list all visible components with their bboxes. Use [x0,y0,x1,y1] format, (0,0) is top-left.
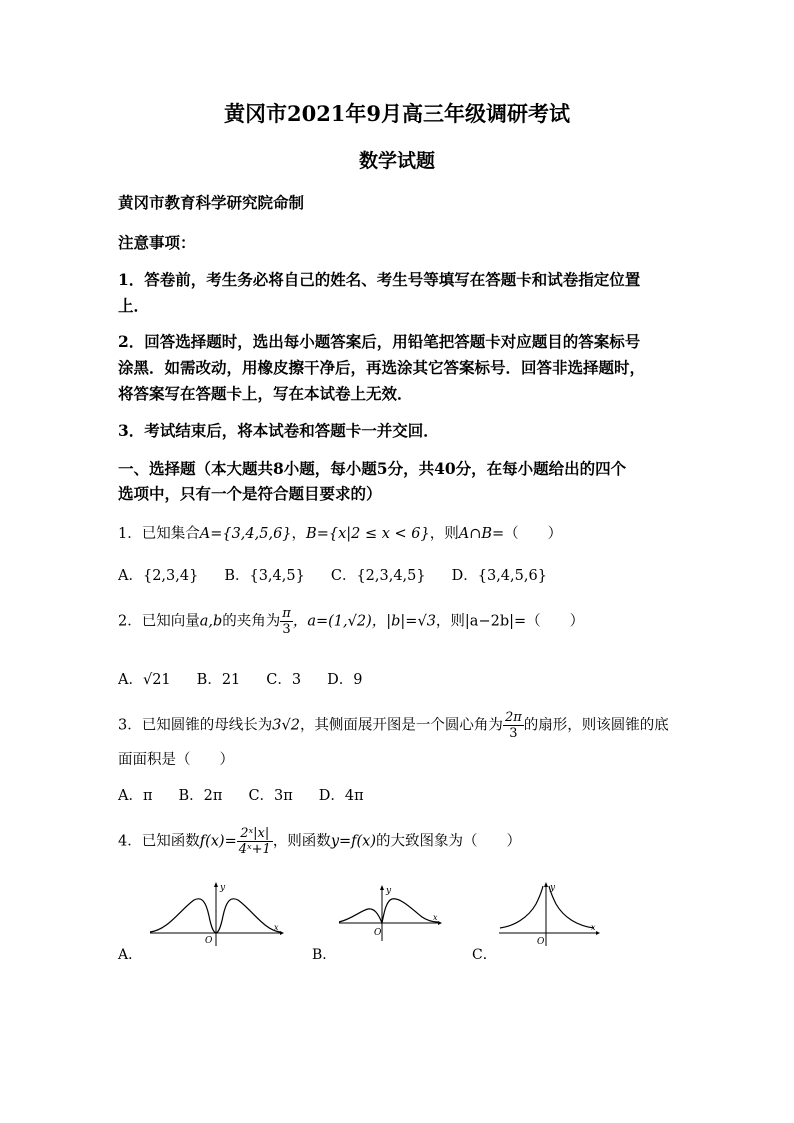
graph-a-y-label: y [220,883,226,893]
graph-b-label[interactable]: B． [312,947,337,963]
q1-set-b: B={x|2 ≤ x < 6} [306,526,430,542]
graph-c-label[interactable]: C． [472,947,497,963]
graph-a-x-arrow [280,931,284,935]
graph-b-x-arrow [438,921,442,925]
notice-item-2-line2: 涂黑．如需改动，用橡皮擦干净后，再选涂其它答案标号．回答非选择题时， [118,358,646,377]
q1-options [118,564,573,585]
q3-option-a[interactable]: A．π [118,788,153,804]
q4-fy: y=f(x) [330,833,377,850]
q2-prefix: 2．已知向量 [118,613,200,630]
q4-prefix: 4．已知函数 [118,833,200,850]
q2-angle-fraction [280,606,293,637]
q4-fx: f(x)= [199,833,237,850]
q1-mid: ，则 [429,526,459,542]
q3-angle-fraction [503,710,524,741]
q2-angle-text: 的夹角为 [222,613,281,630]
q2-angle-den: 3 [282,622,291,637]
graph-c-x-arrow [596,931,600,935]
notice-item-2-line1: 2．回答选择题时，选出每小题答案后，用铅笔把答题卡对应题目的答案标号 [118,332,641,351]
q1-prefix: 1．已知集合 [118,526,200,542]
q1-option-a[interactable]: A．{2,3,4} [118,568,199,584]
section1-heading-line2: 选项中，只有一个是符合题目要求的） [118,484,382,503]
graph-a-curve [150,899,280,933]
question-4 [118,826,521,857]
q1-expr: A∩B [458,526,493,542]
q2-options [118,668,388,689]
q1-option-b[interactable]: B．{3,4,5} [224,568,305,584]
q4-suffix: 的大致图象为（ ） [376,833,522,850]
notice-item-3: 3．考试结束后，将本试卷和答题卡一并交回． [118,421,439,440]
question-3-line1 [118,710,669,741]
q2-option-a[interactable]: A．√21 [118,672,171,688]
q4-fraction [237,826,273,857]
q2-option-b[interactable]: B．21 [196,672,241,688]
q1-option-c[interactable]: C．{2,3,4,5} [330,568,426,584]
q1-set-a: A={3,4,5,6} [199,526,292,542]
q3-mid: ，其侧面展开图是一个圆心角为 [299,717,503,734]
graph-b-curve [339,899,438,923]
graph-b [336,883,446,945]
q2-mod-b: ，|b|=√3 [371,613,436,630]
q2-option-c[interactable]: C．3 [266,672,302,688]
q3-options [118,784,390,805]
question-2 [118,606,584,637]
q1-suffix: =（ ） [492,526,563,542]
graph-a-label[interactable]: A． [118,947,143,963]
graph-a-y-arrow [214,882,218,887]
q3-option-c[interactable]: C．3π [248,788,293,804]
graph-c-y-arrow [544,882,548,887]
q3-option-b[interactable]: B．2π [178,788,223,804]
graph-b-origin: O [374,928,382,938]
graph-a-x-label: x [274,923,279,932]
section1-heading-line1: 一、选择题（本大题共8小题，每小题5分，共40分，在每小题给出的四个 [118,459,627,478]
graph-c [496,880,606,950]
notice-item-2-line3: 将答案写在答题卡上，写在本试卷上无效． [118,384,413,403]
q1-option-d[interactable]: D．{3,4,5,6} [451,568,547,584]
graph-a [146,880,286,950]
compiler-line: 黄冈市教育科学研究院命制 [118,193,305,212]
q4-num: 2ˣ|x| [237,826,273,842]
q3-angle-num: 2π [504,710,522,725]
q3-option-d[interactable]: D．4π [318,788,364,804]
graph-b-y-label: y [386,886,392,896]
graph-c-curve-left [500,886,543,928]
question-3-line2: 面面积是（ ） [118,752,234,768]
q4-den: 4ˣ+1 [238,842,271,857]
notice-item-1-line1: 1．答卷前，考生务必将自己的姓名、考生号等填写在答题卡和试卷指定位置 [118,270,641,289]
notice-item-1-line2: 上． [118,296,150,315]
q3-suffix: 的扇形，则该圆锥的底 [523,717,669,734]
graph-b-x-label: x [433,913,438,922]
q1-sep: ， [291,526,307,542]
q2-vec-a: ，a=(1,√2) [292,613,372,630]
q2-angle-num: π [282,606,291,621]
graph-a-origin: O [205,936,213,946]
q2-option-d[interactable]: D．9 [327,672,363,688]
notice-heading: 注意事项： [118,233,196,252]
q2-vectors: a,b [199,613,223,630]
graph-c-x-label: x [591,923,596,932]
question-1 [118,522,562,543]
graph-b-y-arrow [380,885,384,890]
graph-c-y-label: y [550,883,556,893]
exam-subtitle: 数学试题 [358,150,435,172]
q3-angle-den: 3 [509,726,518,741]
q2-ask: ，则|a−2b|=（ ） [435,613,585,630]
graph-c-curve-right [549,886,594,928]
q3-slant: 3√2 [272,717,300,734]
q4-mid: ，则函数 [272,833,331,850]
exam-title: 黄冈市2021年9月高三年级调研考试 [223,101,571,126]
q3-prefix: 3．已知圆锥的母线长为 [118,717,273,734]
graph-c-origin: O [537,937,545,947]
